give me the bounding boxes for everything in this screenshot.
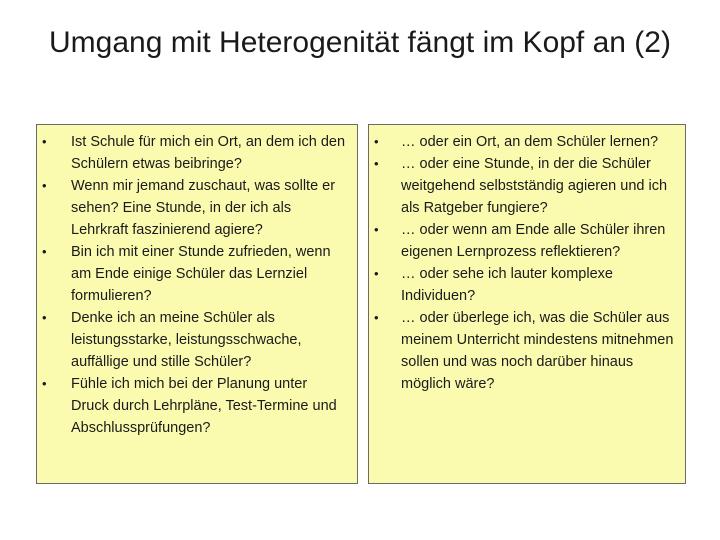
list-item: [369, 263, 677, 307]
list-item: [369, 153, 677, 219]
list-item-text: Ist Schule für mich ein Ort, an dem ich den Schülern etwas beibringe?: [71, 134, 346, 172]
list-item: [37, 241, 349, 307]
bullet-icon: •: [374, 134, 379, 149]
list-item-text: … oder ein Ort, an dem Schüler lernen?: [401, 134, 659, 150]
list-item: [37, 131, 349, 175]
list-item: [37, 373, 349, 439]
bullet-icon: •: [42, 244, 47, 259]
left-question-box: [36, 124, 358, 484]
bullet-icon: •: [374, 156, 379, 171]
bullet-icon: •: [42, 178, 47, 193]
bullet-icon: •: [42, 310, 47, 325]
bullet-icon: •: [374, 266, 379, 281]
list-item: [369, 131, 677, 153]
bullet-icon: •: [42, 134, 47, 149]
list-item-text: Bin ich mit einer Stunde zufrieden, wenn am Ende einige Schüler das Lernziel formulieren?: [71, 244, 331, 304]
bullet-icon: •: [42, 376, 47, 391]
right-answer-box: [368, 124, 686, 484]
right-answer-list: [369, 131, 677, 395]
list-item: [369, 307, 677, 395]
list-item: [369, 219, 677, 263]
list-item-text: … oder sehe ich lauter komplexe Individuen?: [401, 266, 613, 304]
list-item-text: … oder wenn am Ende alle Schüler ihren eigenen Lernprozess reflektieren?: [401, 222, 666, 260]
slide-title: Umgang mit Heterogenität fängt im Kopf an (2): [49, 26, 671, 59]
list-item-text: Wenn mir jemand zuschaut, was sollte er sehen? Eine Stunde, in der ich als Lehrkraft faszinierend agiere?: [71, 178, 336, 238]
list-item-text: Denke ich an meine Schüler als leistungsstarke, leistungsschwache, auffällige und stille Schüler?: [71, 310, 302, 370]
list-item: [37, 175, 349, 241]
list-item-text: Fühle ich mich bei der Planung unter Druck durch Lehrpläne, Test-Termine und Abschlussprüfungen?: [71, 376, 337, 436]
list-item: [37, 307, 349, 373]
bullet-icon: •: [374, 310, 379, 325]
list-item-text: … oder überlege ich, was die Schüler aus meinem Unterricht mindestens mitnehmen sollen und was noch darüber hinaus möglich wäre?: [401, 310, 674, 392]
left-question-list: [37, 131, 349, 439]
bullet-icon: •: [374, 222, 379, 237]
list-item-text: … oder eine Stunde, in der die Schüler weitgehend selbstständig agieren und ich als Ratgeber fungiere?: [401, 156, 668, 216]
